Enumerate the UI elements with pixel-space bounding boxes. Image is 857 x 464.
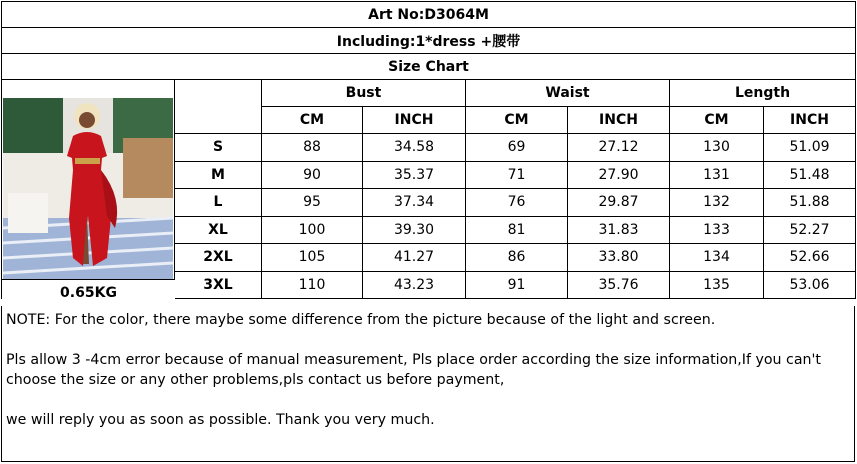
value-cell: 86 bbox=[466, 244, 568, 272]
product-photo bbox=[3, 98, 173, 281]
value-cell: 131 bbox=[670, 161, 764, 189]
value-cell: 31.83 bbox=[568, 216, 670, 244]
value-cell: 27.90 bbox=[568, 161, 670, 189]
value-cell: 51.48 bbox=[764, 161, 856, 189]
size-cell: 2XL bbox=[175, 244, 262, 272]
value-cell: 35.37 bbox=[363, 161, 466, 189]
chart-title: Size Chart bbox=[2, 54, 856, 80]
value-cell: 53.06 bbox=[764, 271, 856, 299]
value-cell: 110 bbox=[262, 271, 363, 299]
value-cell: 51.09 bbox=[764, 134, 856, 162]
dress-model-image bbox=[3, 98, 173, 281]
unit-length-cm: CM bbox=[670, 107, 764, 134]
value-cell: 105 bbox=[262, 244, 363, 272]
value-cell: 90 bbox=[262, 161, 363, 189]
value-cell: 132 bbox=[670, 189, 764, 217]
value-cell: 39.30 bbox=[363, 216, 466, 244]
value-cell: 130 bbox=[670, 134, 764, 162]
group-bust: Bust bbox=[262, 80, 466, 107]
size-cell: S bbox=[175, 134, 262, 162]
value-cell: 52.66 bbox=[764, 244, 856, 272]
value-cell: 29.87 bbox=[568, 189, 670, 217]
value-cell: 100 bbox=[262, 216, 363, 244]
unit-waist-cm: CM bbox=[466, 107, 568, 134]
value-cell: 35.76 bbox=[568, 271, 670, 299]
group-waist: Waist bbox=[466, 80, 670, 107]
value-cell: 52.27 bbox=[764, 216, 856, 244]
size-column-spacer bbox=[175, 80, 262, 134]
size-chart-table bbox=[1, 1, 856, 299]
including-line: Including:1*dress +腰带 bbox=[2, 28, 856, 54]
unit-bust-inch: INCH bbox=[363, 107, 466, 134]
unit-bust-cm: CM bbox=[262, 107, 363, 134]
value-cell: 51.88 bbox=[764, 189, 856, 217]
value-cell: 33.80 bbox=[568, 244, 670, 272]
value-cell: 133 bbox=[670, 216, 764, 244]
weight-label: 0.65KG bbox=[2, 279, 175, 307]
size-cell: 3XL bbox=[175, 271, 262, 299]
value-cell: 71 bbox=[466, 161, 568, 189]
size-cell: XL bbox=[175, 216, 262, 244]
unit-length-inch: INCH bbox=[764, 107, 856, 134]
value-cell: 81 bbox=[466, 216, 568, 244]
value-cell: 91 bbox=[466, 271, 568, 299]
note-error: Pls allow 3 -4cm error because of manual measurement, Pls place order according the size information,If you can't choose the size or any other problems,pls contact us before payment, bbox=[6, 352, 821, 388]
product-photo-cell bbox=[2, 80, 175, 299]
value-cell: 34.58 bbox=[363, 134, 466, 162]
value-cell: 95 bbox=[262, 189, 363, 217]
value-cell: 134 bbox=[670, 244, 764, 272]
value-cell: 43.23 bbox=[363, 271, 466, 299]
unit-waist-inch: INCH bbox=[568, 107, 670, 134]
note-color: NOTE: For the color, there maybe some difference from the picture because of the light and screen. bbox=[6, 312, 716, 328]
notes-section bbox=[1, 306, 855, 462]
value-cell: 88 bbox=[262, 134, 363, 162]
value-cell: 135 bbox=[670, 271, 764, 299]
value-cell: 41.27 bbox=[363, 244, 466, 272]
value-cell: 37.34 bbox=[363, 189, 466, 217]
note-reply: we will reply you as soon as possible. Thank you very much. bbox=[6, 412, 435, 428]
value-cell: 27.12 bbox=[568, 134, 670, 162]
group-length: Length bbox=[670, 80, 856, 107]
art-number: Art No:D3064M bbox=[2, 2, 856, 28]
size-cell: L bbox=[175, 189, 262, 217]
value-cell: 76 bbox=[466, 189, 568, 217]
size-cell: M bbox=[175, 161, 262, 189]
value-cell: 69 bbox=[466, 134, 568, 162]
